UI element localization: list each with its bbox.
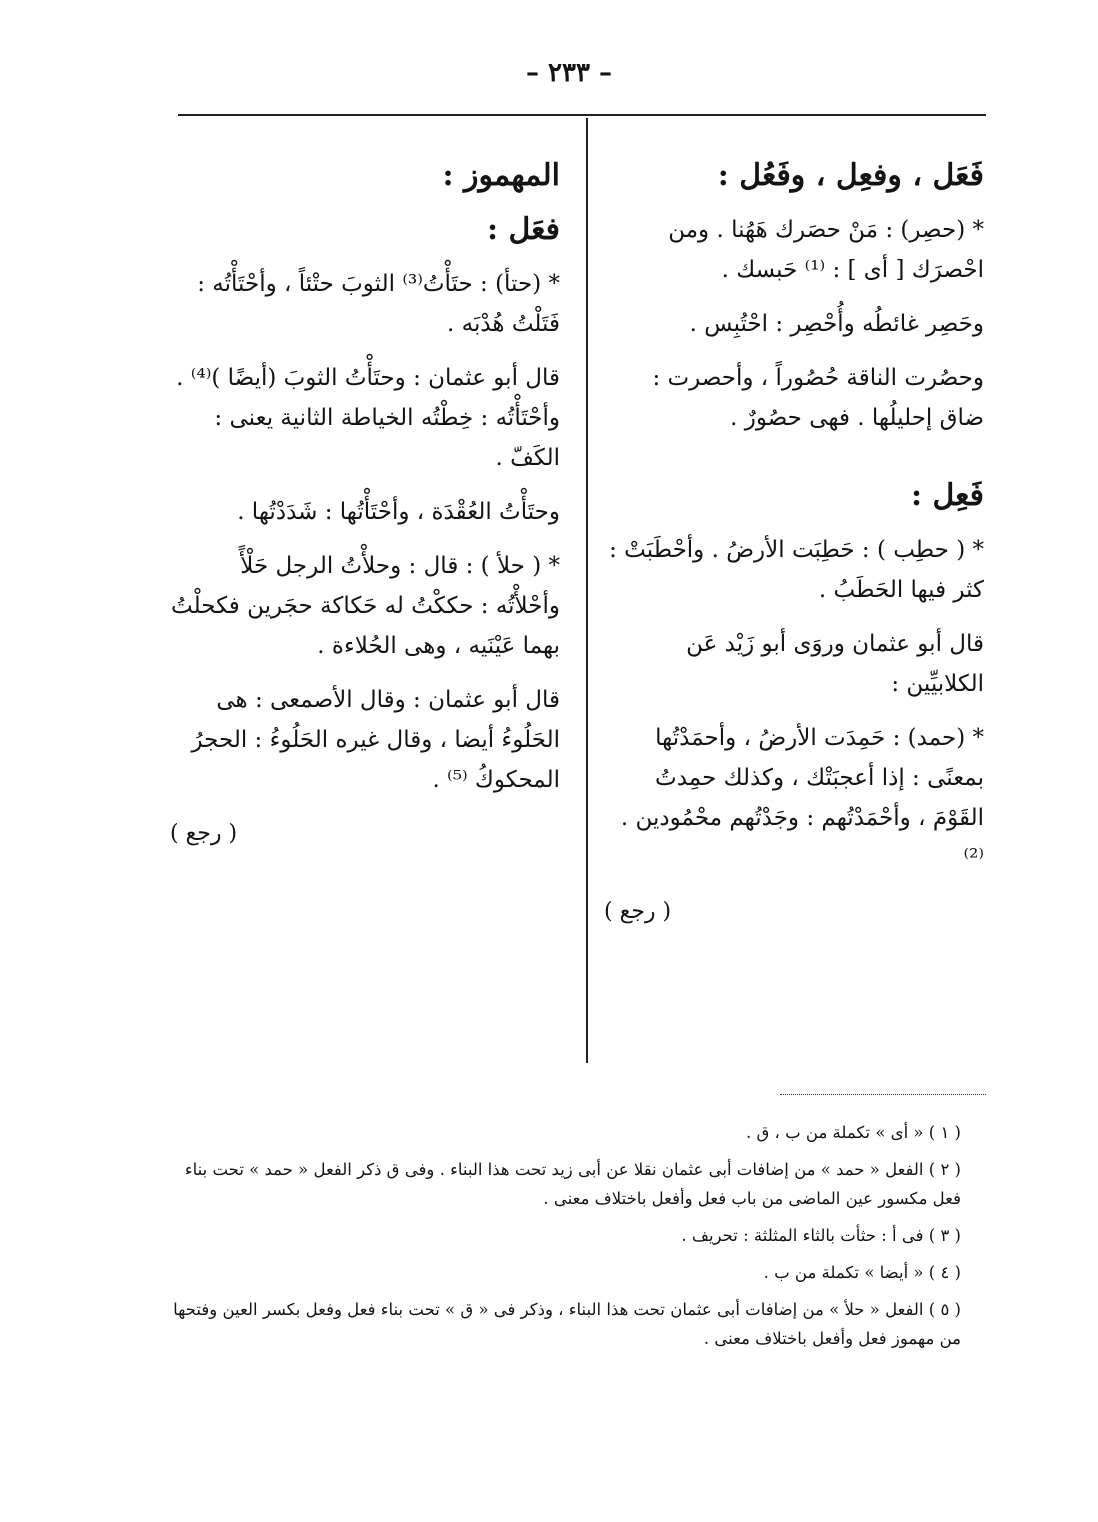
header-rule	[178, 114, 986, 116]
footnote-rule	[780, 1094, 986, 1095]
footnotes	[165, 1118, 987, 1361]
left-column	[170, 150, 560, 854]
footnote-5: ( ٥ ) الفعل « حلأ » من إضافات أبى عثمان تحت هذا البناء ، وذكر فى « ق » تحت بناء فعل وفعل بكسر العين وفتحها من مهموز فعل وأفعل باختلاف معنى .	[173, 1300, 961, 1348]
entry-hasira-ghait: وحَصِر غائطُه وأُحْصِر : احْتُبِس .	[689, 311, 984, 337]
right-column-heading: فَعَل ، وفعِل ، وفَعُل :	[717, 158, 984, 193]
right-return-label: ( رجع )	[604, 899, 672, 924]
entry-hala-a: * ( حلأ ) : قال : وحلأْتُ الرجل حَلْأً وأحْلأْتُه : حككْتُ له حَكاكة حجَرين فكحلْتُ بهما عَيْنَيه ، وهى الحُلاءة .	[171, 553, 560, 659]
left-return-label: ( رجع )	[170, 821, 238, 846]
entry-hatiba: * ( حطِب ) : حَطِبَت الأرضُ . وأحْطَبَتْ : كثر فيها الحَطَبُ .	[609, 537, 984, 603]
entry-hasira: * (حصِر) : مَنْ حصَرك هَهُنا . ومن احْصرَك [ أى ] : ⁽¹⁾ حَبسك .	[668, 217, 984, 283]
right-column	[604, 150, 984, 932]
entry-hata-a: * (حتأ) : حتَأْتُ⁽³⁾ الثوبَ حتْئاً ، وأحْتَأْتُه : فَتَلْتُ هُدْبَه .	[197, 271, 560, 337]
column-divider	[586, 118, 588, 1063]
entry-hamida: * (حمد) : حَمِدَت الأرضُ ، وأحمَدْتُها بمعنًى : إذا أعجبَتْك ، وكذلك حمِدتُ القَوْمَ ، وأحْمَدْتُهم : وجَدْتُهم محْمُودين . ⁽²⁾	[620, 725, 984, 871]
footnote-4: ( ٤ ) « أيضا » تكملة من ب .	[763, 1263, 961, 1282]
entry-hata-a-uqda: وحتَأْتُ العُقْدَة ، وأحْتَأْتُها : شَدَدْتُها .	[237, 499, 560, 525]
footnote-2: ( ٢ ) الفعل « حمد » من إضافات أبى عثمان نقلا عن أبى زيد تحت هذا البناء . وفى ق ذكر الفعل « حمد » تحت بناء فعل مكسور عين الماضى من باب فعل وأفعل باختلاف معنى .	[184, 1160, 961, 1208]
footnote-3: ( ٣ ) فى أ : حثأت بالثاء المثلثة : تحريف .	[681, 1226, 961, 1245]
entry-halu-u: قال أبو عثمان : وقال الأصمعى : هى الحَلُوءُ أيضا ، وقال غيره الحَلُوءُ : الحجرُ المحكوكُ ⁽⁵⁾ .	[191, 687, 560, 793]
left-column-subheading: فعَل :	[486, 212, 560, 247]
entry-hasurat-naqa: وحصُرت الناقة حُصُوراً ، وأحصرت : ضاق إحليلُها . فهى حصُورٌ .	[652, 365, 984, 431]
left-column-heading: المهموز :	[442, 158, 560, 193]
footnote-1: ( ١ ) « أى » تكملة من ب ، ق .	[746, 1123, 961, 1142]
entry-abu-uthman-note: قال أبو عثمان وروَى أبو زَيْد عَن الكلابيِّين :	[686, 631, 984, 697]
right-column-subheading: فَعِل :	[910, 478, 984, 513]
entry-hata-a-thawb: قال أبو عثمان : وحتَأْتُ الثوبَ (أيضًا )⁽⁴⁾ . وأحْتَأْتُه : خِطْتُه الخياطة الثانية يعنى : الكَفّ .	[176, 365, 560, 471]
page-number: – ٢٣٣ –	[525, 58, 613, 88]
